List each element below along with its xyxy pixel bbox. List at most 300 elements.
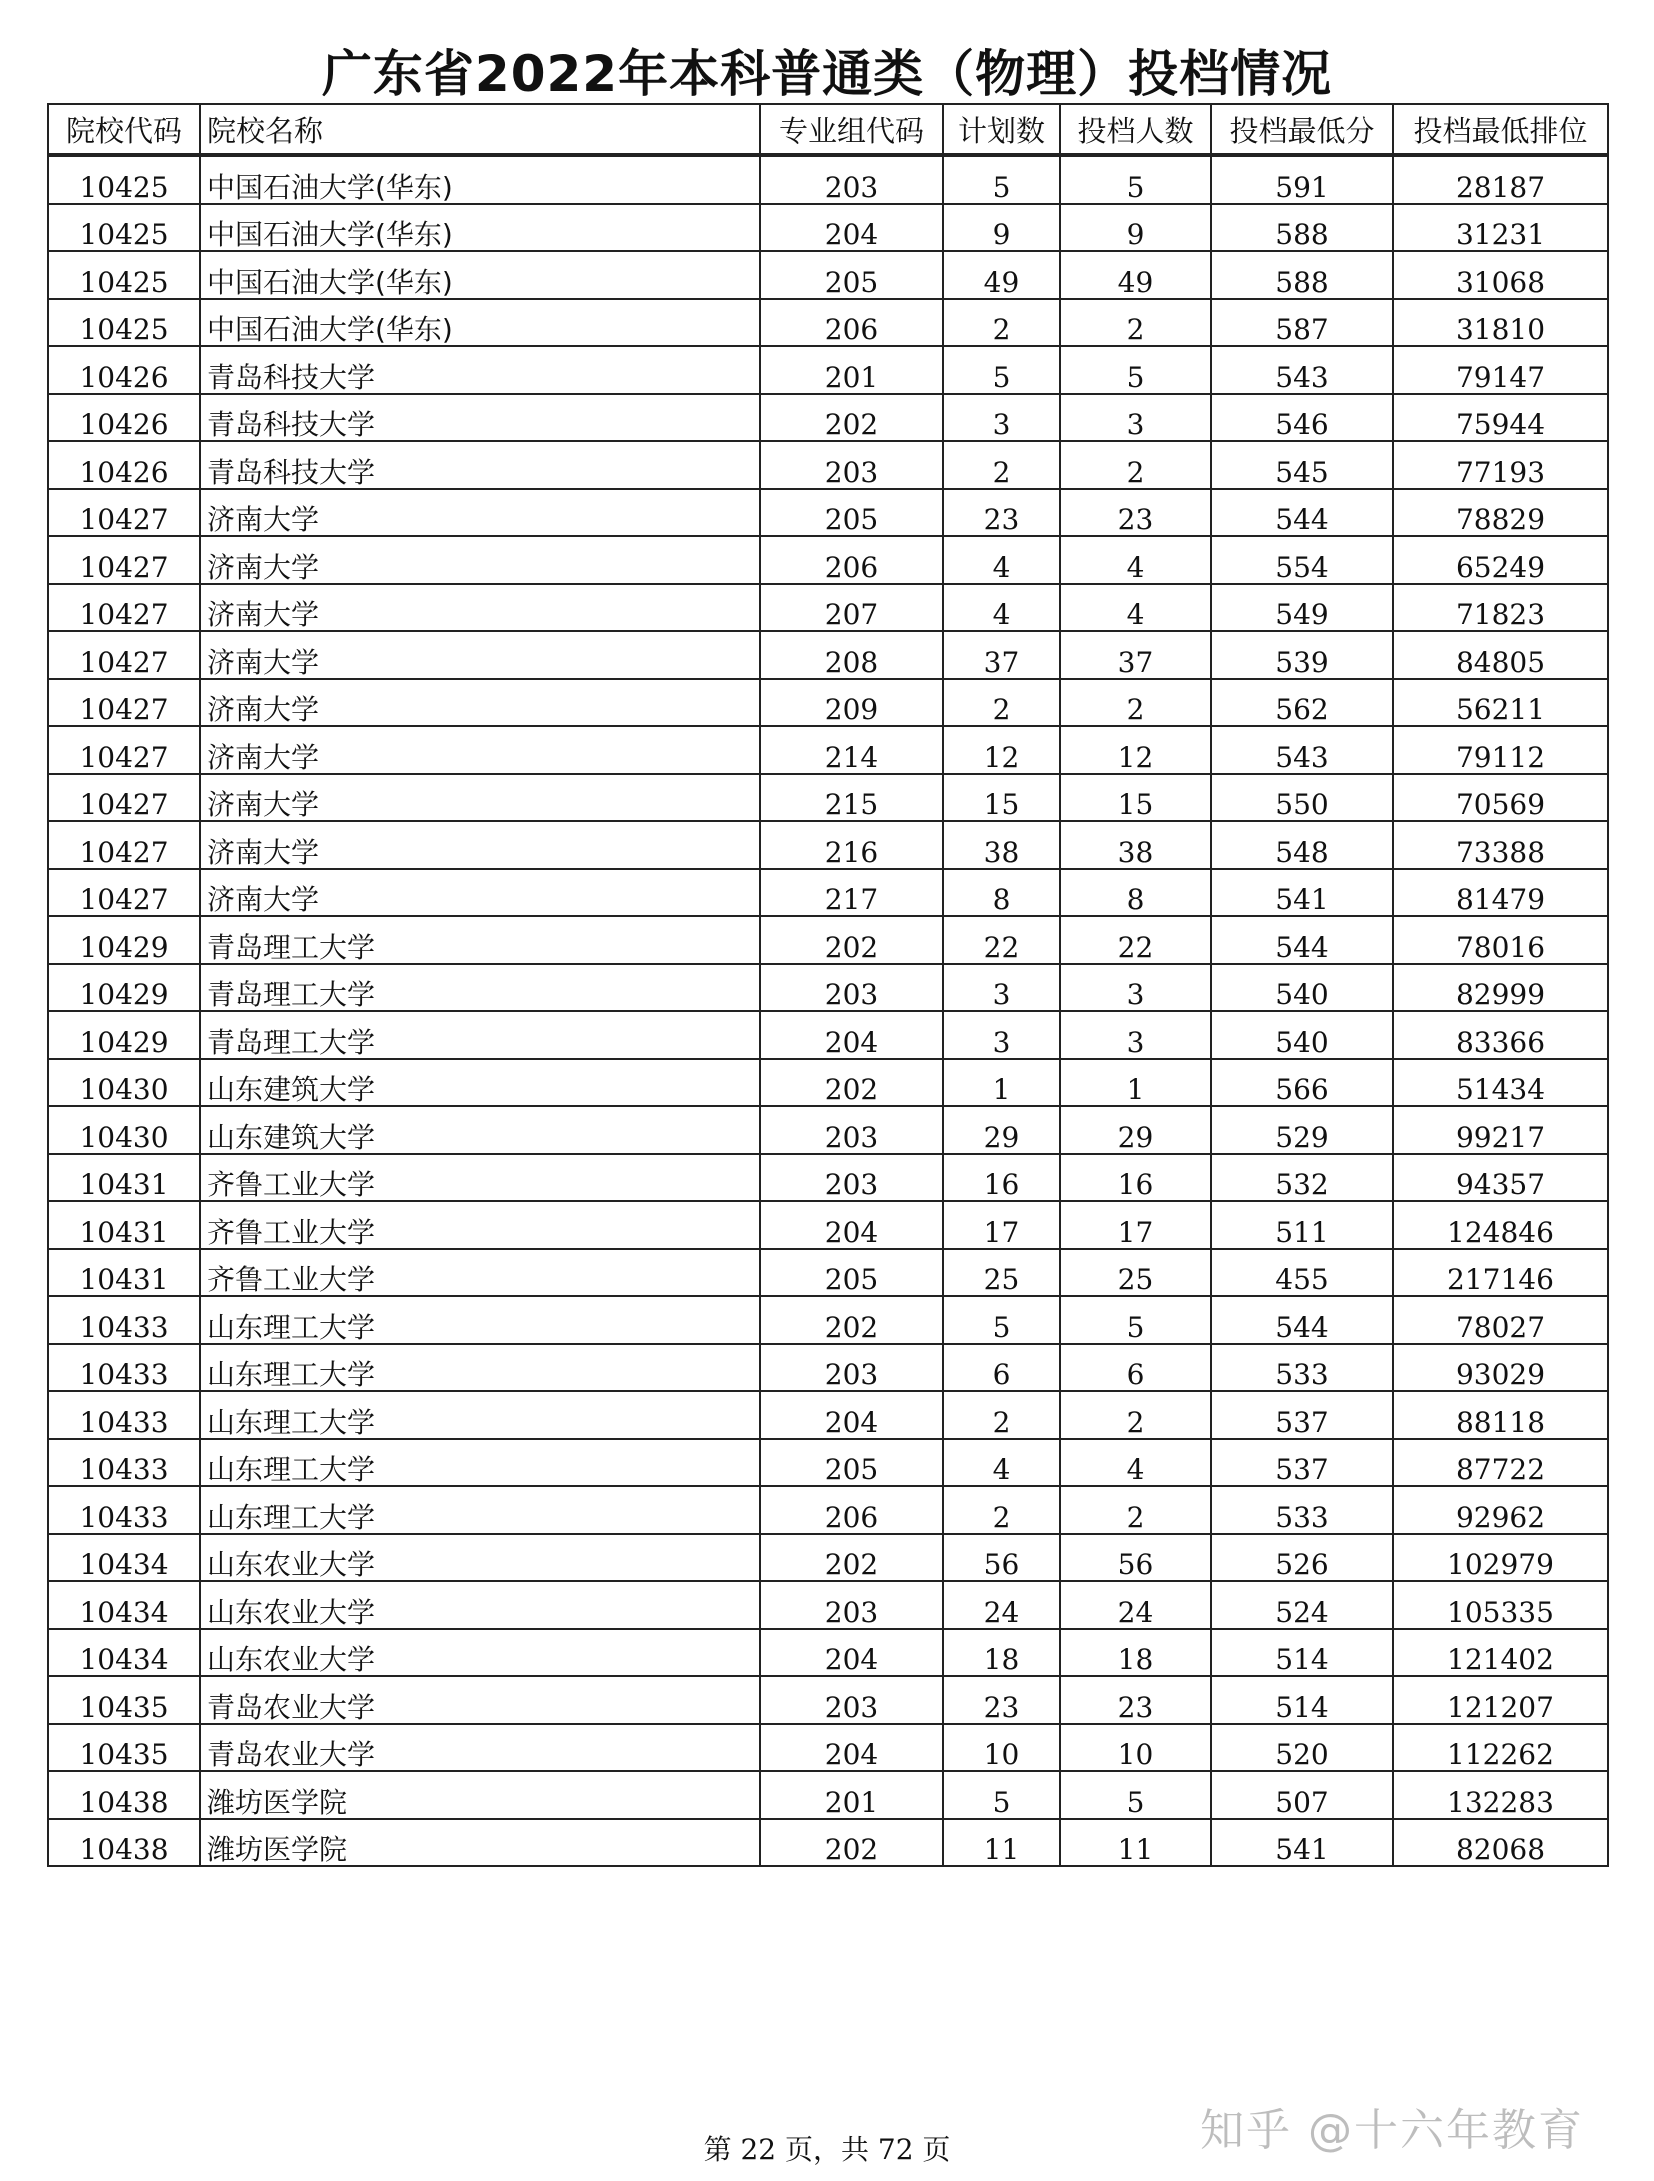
cell-min-rank: 75944: [1393, 394, 1608, 442]
cell-admitted-count: 23: [1060, 1676, 1211, 1724]
cell-plan-count: 29: [943, 1106, 1060, 1154]
cell-admitted-count: 2: [1060, 441, 1211, 489]
cell-min-score: 562: [1211, 679, 1393, 727]
cell-school-name: 山东理工大学: [200, 1486, 760, 1534]
cell-group-code: 202: [760, 1059, 943, 1107]
cell-school-code: 10433: [48, 1391, 200, 1439]
cell-plan-count: 24: [943, 1581, 1060, 1629]
cell-min-score: 550: [1211, 774, 1393, 822]
cell-school-name: 中国石油大学(华东): [200, 155, 760, 204]
table-row: [48, 299, 1608, 347]
cell-admitted-count: 4: [1060, 1439, 1211, 1487]
cell-admitted-count: 18: [1060, 1629, 1211, 1677]
table-row: [48, 869, 1608, 917]
cell-min-rank: 121207: [1393, 1676, 1608, 1724]
cell-school-name: 山东理工大学: [200, 1439, 760, 1487]
cell-school-code: 10434: [48, 1534, 200, 1582]
table-row: [48, 1581, 1608, 1629]
cell-plan-count: 25: [943, 1249, 1060, 1297]
cell-school-name: 济南大学: [200, 536, 760, 584]
cell-school-name: 齐鲁工业大学: [200, 1154, 760, 1202]
cell-admitted-count: 15: [1060, 774, 1211, 822]
cell-group-code: 202: [760, 394, 943, 442]
cell-min-score: 526: [1211, 1534, 1393, 1582]
cell-min-score: 514: [1211, 1676, 1393, 1724]
cell-min-score: 533: [1211, 1344, 1393, 1392]
cell-plan-count: 2: [943, 299, 1060, 347]
cell-min-rank: 31231: [1393, 204, 1608, 252]
cell-school-code: 10427: [48, 726, 200, 774]
cell-plan-count: 4: [943, 1439, 1060, 1487]
cell-min-rank: 78016: [1393, 916, 1608, 964]
table-row: [48, 394, 1608, 442]
cell-min-score: 543: [1211, 726, 1393, 774]
cell-school-name: 济南大学: [200, 489, 760, 537]
cell-admitted-count: 6: [1060, 1344, 1211, 1392]
table-row: [48, 536, 1608, 584]
cell-min-score: 544: [1211, 916, 1393, 964]
cell-min-rank: 99217: [1393, 1106, 1608, 1154]
table-row: [48, 1676, 1608, 1724]
cell-school-name: 济南大学: [200, 821, 760, 869]
cell-admitted-count: 4: [1060, 536, 1211, 584]
cell-school-name: 青岛理工大学: [200, 1011, 760, 1059]
cell-admitted-count: 9: [1060, 204, 1211, 252]
table-row: [48, 155, 1608, 204]
cell-group-code: 203: [760, 1676, 943, 1724]
cell-group-code: 206: [760, 536, 943, 584]
cell-group-code: 214: [760, 726, 943, 774]
cell-school-code: 10429: [48, 916, 200, 964]
table-row: [48, 1439, 1608, 1487]
cell-plan-count: 6: [943, 1344, 1060, 1392]
table-row: [48, 1534, 1608, 1582]
cell-school-code: 10433: [48, 1296, 200, 1344]
cell-min-score: 541: [1211, 869, 1393, 917]
table-row: [48, 489, 1608, 537]
cell-school-code: 10427: [48, 536, 200, 584]
cell-min-rank: 94357: [1393, 1154, 1608, 1202]
cell-min-rank: 65249: [1393, 536, 1608, 584]
table-row: [48, 1201, 1608, 1249]
cell-min-rank: 73388: [1393, 821, 1608, 869]
cell-plan-count: 3: [943, 964, 1060, 1012]
table-row: [48, 1629, 1608, 1677]
cell-school-name: 济南大学: [200, 726, 760, 774]
cell-group-code: 201: [760, 346, 943, 394]
cell-group-code: 202: [760, 1534, 943, 1582]
table-row: [48, 1819, 1608, 1867]
cell-min-rank: 102979: [1393, 1534, 1608, 1582]
admission-table: [47, 103, 1609, 1867]
cell-plan-count: 10: [943, 1724, 1060, 1772]
cell-min-rank: 70569: [1393, 774, 1608, 822]
table-row: [48, 1344, 1608, 1392]
cell-school-code: 10435: [48, 1676, 200, 1724]
cell-plan-count: 2: [943, 679, 1060, 727]
cell-admitted-count: 37: [1060, 631, 1211, 679]
cell-min-score: 514: [1211, 1629, 1393, 1677]
cell-school-code: 10425: [48, 299, 200, 347]
cell-school-name: 齐鲁工业大学: [200, 1249, 760, 1297]
cell-plan-count: 15: [943, 774, 1060, 822]
cell-min-rank: 105335: [1393, 1581, 1608, 1629]
cell-school-code: 10427: [48, 821, 200, 869]
cell-school-name: 青岛农业大学: [200, 1676, 760, 1724]
table-row: [48, 821, 1608, 869]
table-row: [48, 1771, 1608, 1819]
cell-school-code: 10429: [48, 964, 200, 1012]
table-row: [48, 726, 1608, 774]
cell-admitted-count: 12: [1060, 726, 1211, 774]
cell-plan-count: 11: [943, 1819, 1060, 1867]
cell-group-code: 207: [760, 584, 943, 632]
cell-min-score: 588: [1211, 204, 1393, 252]
cell-min-score: 529: [1211, 1106, 1393, 1154]
cell-min-rank: 56211: [1393, 679, 1608, 727]
table-row: [48, 1296, 1608, 1344]
header-admitted-count: 投档人数: [1060, 104, 1211, 155]
header-min-rank: 投档最低排位: [1393, 104, 1608, 155]
cell-school-name: 青岛科技大学: [200, 441, 760, 489]
cell-plan-count: 5: [943, 1296, 1060, 1344]
cell-min-score: 540: [1211, 1011, 1393, 1059]
cell-admitted-count: 24: [1060, 1581, 1211, 1629]
cell-min-score: 532: [1211, 1154, 1393, 1202]
cell-group-code: 205: [760, 1439, 943, 1487]
cell-min-score: 537: [1211, 1391, 1393, 1439]
cell-min-rank: 83366: [1393, 1011, 1608, 1059]
cell-school-name: 山东理工大学: [200, 1296, 760, 1344]
cell-admitted-count: 5: [1060, 1296, 1211, 1344]
cell-min-score: 549: [1211, 584, 1393, 632]
cell-school-code: 10427: [48, 489, 200, 537]
cell-min-score: 554: [1211, 536, 1393, 584]
cell-min-rank: 77193: [1393, 441, 1608, 489]
cell-min-rank: 51434: [1393, 1059, 1608, 1107]
cell-min-rank: 92962: [1393, 1486, 1608, 1534]
cell-admitted-count: 4: [1060, 584, 1211, 632]
cell-group-code: 204: [760, 1629, 943, 1677]
cell-school-code: 10435: [48, 1724, 200, 1772]
cell-min-score: 539: [1211, 631, 1393, 679]
cell-school-code: 10433: [48, 1439, 200, 1487]
cell-school-code: 10425: [48, 251, 200, 299]
cell-plan-count: 37: [943, 631, 1060, 679]
cell-admitted-count: 49: [1060, 251, 1211, 299]
table-row: [48, 774, 1608, 822]
cell-plan-count: 56: [943, 1534, 1060, 1582]
cell-group-code: 203: [760, 1106, 943, 1154]
cell-group-code: 205: [760, 1249, 943, 1297]
cell-admitted-count: 5: [1060, 346, 1211, 394]
cell-group-code: 201: [760, 1771, 943, 1819]
cell-group-code: 202: [760, 916, 943, 964]
cell-school-code: 10430: [48, 1106, 200, 1154]
cell-school-code: 10427: [48, 584, 200, 632]
cell-group-code: 206: [760, 299, 943, 347]
table-row: [48, 679, 1608, 727]
cell-plan-count: 5: [943, 346, 1060, 394]
cell-min-rank: 31810: [1393, 299, 1608, 347]
cell-group-code: 203: [760, 964, 943, 1012]
cell-admitted-count: 5: [1060, 1771, 1211, 1819]
cell-school-name: 齐鲁工业大学: [200, 1201, 760, 1249]
cell-school-name: 青岛理工大学: [200, 964, 760, 1012]
cell-admitted-count: 2: [1060, 1391, 1211, 1439]
cell-group-code: 206: [760, 1486, 943, 1534]
cell-school-name: 中国石油大学(华东): [200, 299, 760, 347]
cell-plan-count: 4: [943, 536, 1060, 584]
cell-group-code: 202: [760, 1819, 943, 1867]
cell-plan-count: 17: [943, 1201, 1060, 1249]
cell-admitted-count: 8: [1060, 869, 1211, 917]
header-min-score: 投档最低分: [1211, 104, 1393, 155]
table-row: [48, 916, 1608, 964]
cell-school-name: 中国石油大学(华东): [200, 251, 760, 299]
cell-school-code: 10433: [48, 1344, 200, 1392]
table-row: [48, 1724, 1608, 1772]
cell-plan-count: 4: [943, 584, 1060, 632]
cell-school-code: 10438: [48, 1819, 200, 1867]
cell-group-code: 204: [760, 204, 943, 252]
table-row: [48, 1486, 1608, 1534]
cell-plan-count: 18: [943, 1629, 1060, 1677]
cell-school-code: 10434: [48, 1629, 200, 1677]
cell-min-rank: 78829: [1393, 489, 1608, 537]
table-row: [48, 1011, 1608, 1059]
table-body: [48, 155, 1608, 1866]
cell-plan-count: 22: [943, 916, 1060, 964]
cell-min-rank: 71823: [1393, 584, 1608, 632]
page-footer: 第 22 页，共 72 页: [703, 2133, 951, 2166]
cell-min-score: 588: [1211, 251, 1393, 299]
cell-school-code: 10430: [48, 1059, 200, 1107]
cell-school-name: 山东农业大学: [200, 1534, 760, 1582]
cell-group-code: 216: [760, 821, 943, 869]
cell-school-name: 济南大学: [200, 584, 760, 632]
cell-school-code: 10427: [48, 774, 200, 822]
cell-admitted-count: 56: [1060, 1534, 1211, 1582]
cell-min-score: 524: [1211, 1581, 1393, 1629]
cell-min-score: 537: [1211, 1439, 1393, 1487]
cell-group-code: 203: [760, 1154, 943, 1202]
cell-plan-count: 2: [943, 441, 1060, 489]
table-row: [48, 631, 1608, 679]
cell-min-score: 507: [1211, 1771, 1393, 1819]
cell-plan-count: 23: [943, 1676, 1060, 1724]
cell-admitted-count: 5: [1060, 155, 1211, 204]
cell-admitted-count: 38: [1060, 821, 1211, 869]
cell-min-rank: 88118: [1393, 1391, 1608, 1439]
cell-plan-count: 38: [943, 821, 1060, 869]
cell-admitted-count: 2: [1060, 299, 1211, 347]
cell-school-name: 潍坊医学院: [200, 1819, 760, 1867]
cell-min-score: 540: [1211, 964, 1393, 1012]
page-title: 广东省2022年本科普通类（物理）投档情况: [321, 45, 1333, 103]
cell-school-name: 山东农业大学: [200, 1581, 760, 1629]
cell-school-name: 济南大学: [200, 631, 760, 679]
cell-plan-count: 5: [943, 1771, 1060, 1819]
cell-school-code: 10433: [48, 1486, 200, 1534]
cell-group-code: 205: [760, 251, 943, 299]
cell-min-score: 591: [1211, 155, 1393, 204]
cell-school-code: 10427: [48, 869, 200, 917]
cell-school-name: 山东理工大学: [200, 1391, 760, 1439]
cell-school-name: 山东建筑大学: [200, 1059, 760, 1107]
cell-min-score: 587: [1211, 299, 1393, 347]
table-row: [48, 251, 1608, 299]
cell-school-code: 10426: [48, 394, 200, 442]
table-row: [48, 1059, 1608, 1107]
cell-school-code: 10438: [48, 1771, 200, 1819]
cell-min-rank: 112262: [1393, 1724, 1608, 1772]
cell-group-code: 204: [760, 1011, 943, 1059]
cell-school-name: 山东理工大学: [200, 1344, 760, 1392]
cell-plan-count: 2: [943, 1486, 1060, 1534]
cell-school-name: 潍坊医学院: [200, 1771, 760, 1819]
table-row: [48, 1391, 1608, 1439]
table-row: [48, 204, 1608, 252]
cell-school-code: 10426: [48, 441, 200, 489]
cell-min-rank: 132283: [1393, 1771, 1608, 1819]
cell-group-code: 208: [760, 631, 943, 679]
cell-admitted-count: 2: [1060, 679, 1211, 727]
cell-group-code: 204: [760, 1201, 943, 1249]
cell-min-score: 566: [1211, 1059, 1393, 1107]
cell-min-rank: 124846: [1393, 1201, 1608, 1249]
header-group-code: 专业组代码: [760, 104, 943, 155]
cell-min-rank: 78027: [1393, 1296, 1608, 1344]
cell-min-score: 541: [1211, 1819, 1393, 1867]
table-row: [48, 1106, 1608, 1154]
cell-admitted-count: 16: [1060, 1154, 1211, 1202]
cell-school-name: 青岛科技大学: [200, 346, 760, 394]
cell-min-score: 544: [1211, 1296, 1393, 1344]
cell-min-rank: 82999: [1393, 964, 1608, 1012]
cell-plan-count: 16: [943, 1154, 1060, 1202]
cell-group-code: 204: [760, 1391, 943, 1439]
cell-school-code: 10429: [48, 1011, 200, 1059]
cell-group-code: 205: [760, 489, 943, 537]
cell-min-rank: 121402: [1393, 1629, 1608, 1677]
header-school-name: 院校名称: [200, 104, 760, 155]
cell-school-code: 10425: [48, 155, 200, 204]
cell-min-rank: 81479: [1393, 869, 1608, 917]
cell-admitted-count: 10: [1060, 1724, 1211, 1772]
cell-school-name: 青岛理工大学: [200, 916, 760, 964]
cell-min-rank: 79147: [1393, 346, 1608, 394]
cell-plan-count: 23: [943, 489, 1060, 537]
cell-school-code: 10434: [48, 1581, 200, 1629]
table-header-row: [48, 104, 1608, 155]
cell-admitted-count: 25: [1060, 1249, 1211, 1297]
cell-school-name: 济南大学: [200, 869, 760, 917]
table-row: [48, 1249, 1608, 1297]
cell-min-rank: 82068: [1393, 1819, 1608, 1867]
cell-group-code: 203: [760, 155, 943, 204]
cell-admitted-count: 23: [1060, 489, 1211, 537]
cell-group-code: 215: [760, 774, 943, 822]
cell-admitted-count: 3: [1060, 1011, 1211, 1059]
table-row: [48, 584, 1608, 632]
table-row: [48, 346, 1608, 394]
cell-min-rank: 93029: [1393, 1344, 1608, 1392]
cell-plan-count: 1: [943, 1059, 1060, 1107]
cell-min-rank: 84805: [1393, 631, 1608, 679]
cell-school-code: 10431: [48, 1154, 200, 1202]
cell-school-code: 10426: [48, 346, 200, 394]
cell-plan-count: 3: [943, 1011, 1060, 1059]
cell-min-score: 544: [1211, 489, 1393, 537]
cell-plan-count: 9: [943, 204, 1060, 252]
cell-min-score: 455: [1211, 1249, 1393, 1297]
header-plan-count: 计划数: [943, 104, 1060, 155]
cell-group-code: 203: [760, 1344, 943, 1392]
cell-school-code: 10427: [48, 679, 200, 727]
cell-min-rank: 28187: [1393, 155, 1608, 204]
cell-group-code: 204: [760, 1724, 943, 1772]
cell-admitted-count: 2: [1060, 1486, 1211, 1534]
cell-plan-count: 2: [943, 1391, 1060, 1439]
cell-min-score: 543: [1211, 346, 1393, 394]
cell-group-code: 209: [760, 679, 943, 727]
watermark: 知乎 @十六年教育: [1200, 2105, 1584, 2156]
table-row: [48, 1154, 1608, 1202]
cell-school-code: 10431: [48, 1201, 200, 1249]
cell-school-name: 山东建筑大学: [200, 1106, 760, 1154]
cell-admitted-count: 11: [1060, 1819, 1211, 1867]
cell-school-name: 青岛科技大学: [200, 394, 760, 442]
cell-min-rank: 31068: [1393, 251, 1608, 299]
header-school-code: 院校代码: [48, 104, 200, 155]
cell-school-name: 济南大学: [200, 679, 760, 727]
cell-school-name: 山东农业大学: [200, 1629, 760, 1677]
cell-min-score: 511: [1211, 1201, 1393, 1249]
cell-school-name: 济南大学: [200, 774, 760, 822]
cell-plan-count: 3: [943, 394, 1060, 442]
cell-plan-count: 8: [943, 869, 1060, 917]
cell-min-rank: 217146: [1393, 1249, 1608, 1297]
cell-min-rank: 87722: [1393, 1439, 1608, 1487]
cell-school-code: 10431: [48, 1249, 200, 1297]
cell-min-score: 533: [1211, 1486, 1393, 1534]
cell-school-code: 10427: [48, 631, 200, 679]
cell-admitted-count: 29: [1060, 1106, 1211, 1154]
table-row: [48, 964, 1608, 1012]
cell-admitted-count: 17: [1060, 1201, 1211, 1249]
cell-admitted-count: 3: [1060, 394, 1211, 442]
cell-group-code: 217: [760, 869, 943, 917]
cell-min-score: 545: [1211, 441, 1393, 489]
cell-school-name: 中国石油大学(华东): [200, 204, 760, 252]
cell-group-code: 202: [760, 1296, 943, 1344]
cell-admitted-count: 3: [1060, 964, 1211, 1012]
cell-min-rank: 79112: [1393, 726, 1608, 774]
cell-admitted-count: 1: [1060, 1059, 1211, 1107]
cell-plan-count: 12: [943, 726, 1060, 774]
cell-school-code: 10425: [48, 204, 200, 252]
cell-plan-count: 5: [943, 155, 1060, 204]
cell-min-score: 548: [1211, 821, 1393, 869]
cell-group-code: 203: [760, 1581, 943, 1629]
cell-min-score: 546: [1211, 394, 1393, 442]
cell-school-name: 青岛农业大学: [200, 1724, 760, 1772]
cell-admitted-count: 22: [1060, 916, 1211, 964]
cell-group-code: 203: [760, 441, 943, 489]
cell-min-score: 520: [1211, 1724, 1393, 1772]
cell-plan-count: 49: [943, 251, 1060, 299]
